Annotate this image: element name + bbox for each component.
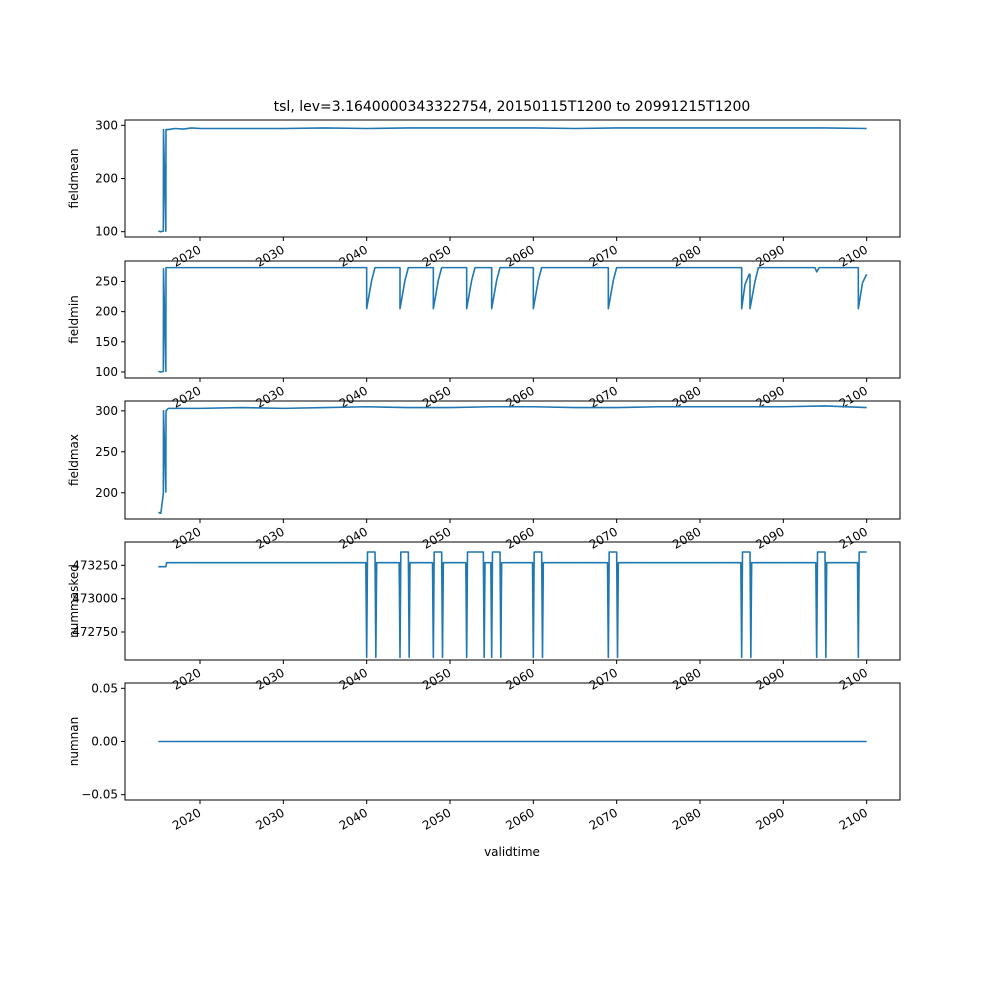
y-axis-label-nummasked: nummasked — [67, 564, 81, 638]
x-tick-label: 2040 — [336, 383, 371, 411]
x-tick-label: 2050 — [420, 383, 454, 411]
x-tick-label: 2020 — [170, 242, 204, 270]
x-axis-label: validtime — [484, 845, 540, 859]
x-tick-label: 2060 — [503, 383, 537, 411]
x-tick-label: 2100 — [836, 383, 871, 411]
y-tick-label: 100 — [95, 364, 118, 379]
x-tick-label: 2060 — [503, 242, 537, 270]
x-tick-label: 2030 — [253, 383, 287, 411]
y-tick-label: 473000 — [72, 591, 118, 606]
y-tick-label: 472750 — [72, 625, 118, 639]
y-tick-label: 0.05 — [91, 681, 118, 696]
x-tick-label: 2090 — [753, 524, 787, 552]
x-tick-label: 2040 — [336, 665, 371, 693]
x-tick-label: 2020 — [170, 805, 204, 833]
y-tick-label: 100 — [95, 224, 118, 239]
x-tick-label: 2080 — [670, 383, 704, 411]
x-tick-label: 2020 — [170, 383, 204, 411]
x-tick-label: 2100 — [836, 242, 871, 270]
y-tick-label: 200 — [95, 485, 118, 500]
x-tick-label: 2100 — [836, 805, 871, 833]
x-tick-label: 2070 — [586, 383, 621, 411]
y-axis-label-fieldmin: fieldmin — [67, 295, 81, 344]
x-tick-label: 2090 — [753, 805, 787, 833]
x-tick-label: 2070 — [586, 805, 621, 833]
x-tick-label: 2060 — [503, 524, 537, 552]
x-tick-label: 2080 — [670, 524, 704, 552]
x-tick-label: 2060 — [503, 665, 537, 693]
x-tick-label: 2090 — [753, 242, 787, 270]
y-tick-label: 200 — [95, 304, 118, 319]
x-tick-label: 2090 — [753, 665, 787, 693]
x-tick-label: 2080 — [670, 242, 704, 270]
y-axis-label-fieldmax: fieldmax — [67, 433, 81, 487]
y-tick-label: 200 — [95, 171, 118, 186]
y-tick-label: 300 — [95, 403, 118, 418]
x-tick-label: 2030 — [253, 805, 287, 833]
y-tick-label: 473250 — [72, 558, 118, 573]
x-tick-label: 2040 — [336, 805, 371, 833]
x-tick-label: 2070 — [586, 665, 621, 693]
x-tick-label: 2050 — [420, 665, 454, 693]
x-tick-label: 2090 — [753, 383, 787, 411]
x-tick-label: 2030 — [253, 524, 287, 552]
y-tick-label: 250 — [95, 444, 118, 459]
x-tick-label: 2100 — [836, 524, 871, 552]
x-tick-label: 2040 — [336, 524, 371, 552]
x-tick-label: 2080 — [670, 665, 704, 693]
x-tick-label: 2060 — [503, 805, 537, 833]
x-tick-label: 2070 — [586, 524, 621, 552]
x-tick-label: 2080 — [670, 805, 704, 833]
x-tick-label: 2040 — [336, 242, 371, 270]
y-tick-label: 300 — [95, 118, 118, 133]
x-tick-label: 2050 — [420, 805, 454, 833]
x-tick-label: 2070 — [586, 242, 621, 270]
y-axis-label-numnan: numnan — [67, 716, 81, 767]
x-tick-label: 2100 — [836, 665, 871, 693]
y-axis-label-fieldmean: fieldmean — [67, 148, 81, 209]
y-tick-label: 150 — [95, 334, 118, 349]
x-tick-label: 2030 — [253, 242, 287, 270]
x-tick-label: 2030 — [253, 665, 287, 693]
x-tick-label: 2020 — [170, 665, 204, 693]
figure-title: tsl, lev=3.1640000343322754, 20150115T1200 to 20991215T1200 — [273, 99, 751, 115]
y-tick-label: −0.05 — [81, 787, 118, 802]
y-tick-label: 0.00 — [91, 734, 118, 749]
x-tick-label: 2050 — [420, 524, 454, 552]
x-tick-label: 2020 — [170, 524, 204, 552]
y-tick-label: 250 — [95, 274, 118, 289]
x-tick-label: 2050 — [420, 242, 454, 270]
